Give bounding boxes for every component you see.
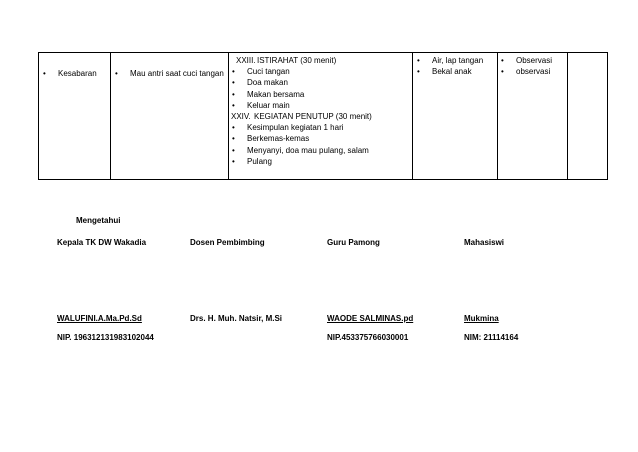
role-lecturer: Dosen Pembimbing [190,238,265,247]
cell-indicator [42,68,97,79]
section-number: XXIV. [231,112,251,122]
role-mentor-teacher: Guru Pamong [327,238,380,247]
list-item [500,55,552,66]
list-item-text: Air, lap tangan [432,56,484,65]
bullet-icon: • [232,100,235,110]
list-item-text: Kesabaran [58,69,97,78]
bullet-icon: • [417,67,420,77]
lesson-plan-table [38,52,608,180]
id-student: NIM: 21114164 [464,333,519,342]
cell-tools [416,55,483,77]
section-number: XXIII. [236,56,256,65]
list-item [231,100,372,111]
list-item [231,89,372,100]
list-item [231,156,372,167]
bullet-icon: • [232,78,235,88]
list-item [231,66,372,77]
bullet-icon: • [232,67,235,77]
list-item-text: Menyanyi, doa mau pulang, salam [247,145,369,155]
bullet-icon: • [232,89,235,99]
column-divider [567,53,568,179]
list-item-text: Pulang [247,156,272,166]
bullet-icon: • [232,156,235,166]
list-item [416,66,483,77]
list-item [42,68,97,79]
bullet-icon: • [43,69,46,78]
name-headmaster: WALUFINI.A.Ma.Pd.Sd [57,314,142,323]
id-headmaster: NIP. 196312131983102044 [57,333,154,342]
list-item-text: Kesimpulan kegiatan 1 hari [247,123,344,133]
list-item [500,66,552,77]
column-divider [228,53,229,179]
section-heading [231,55,372,66]
id-mentor-teacher: NIP.453375766030001 [327,333,409,342]
name-lecturer: Drs. H. Muh. Natsir, M.Si [190,314,283,323]
name-student: Mukmina [464,314,499,323]
section-title: KEGIATAN PENUTUP (30 menit) [254,112,372,122]
list-item [231,133,372,144]
list-item-text: Mau antri saat cuci tangan [130,69,224,78]
list-item-text: Keluar main [247,100,290,110]
column-divider [110,53,111,179]
section-title: ISTIRAHAT (30 menit) [257,56,337,65]
list-item-text: Berkemas-kemas [247,134,310,144]
list-item [114,68,224,79]
list-item-text: Cuci tangan [247,67,290,77]
acknowledge-label: Mengetahui [76,216,121,225]
bullet-icon: • [501,56,504,65]
role-student: Mahasiswi [464,238,505,247]
bullet-icon: • [417,56,420,65]
list-item-text: observasi [516,67,551,77]
bullet-icon: • [232,134,235,144]
section-heading [231,111,372,122]
list-item-text: Bekal anak [432,67,472,77]
list-item-text: Makan bersama [247,89,305,99]
column-divider [497,53,498,179]
list-item-text: Observasi [516,56,553,65]
bullet-icon: • [232,123,235,133]
bullet-icon: • [232,145,235,155]
list-item [231,145,372,156]
cell-behavior [114,68,224,79]
cell-assessment [500,55,552,77]
bullet-icon: • [501,67,504,77]
role-headmaster: Kepala TK DW Wakadia [57,238,147,247]
list-item [231,122,372,133]
cell-activities [231,55,372,167]
name-mentor-teacher: WAODE SALMINAS.pd [327,314,414,323]
list-item-text: Doa makan [247,78,288,88]
bullet-icon: • [115,69,118,78]
list-item [231,77,372,88]
list-item [416,55,483,66]
column-divider [412,53,413,179]
